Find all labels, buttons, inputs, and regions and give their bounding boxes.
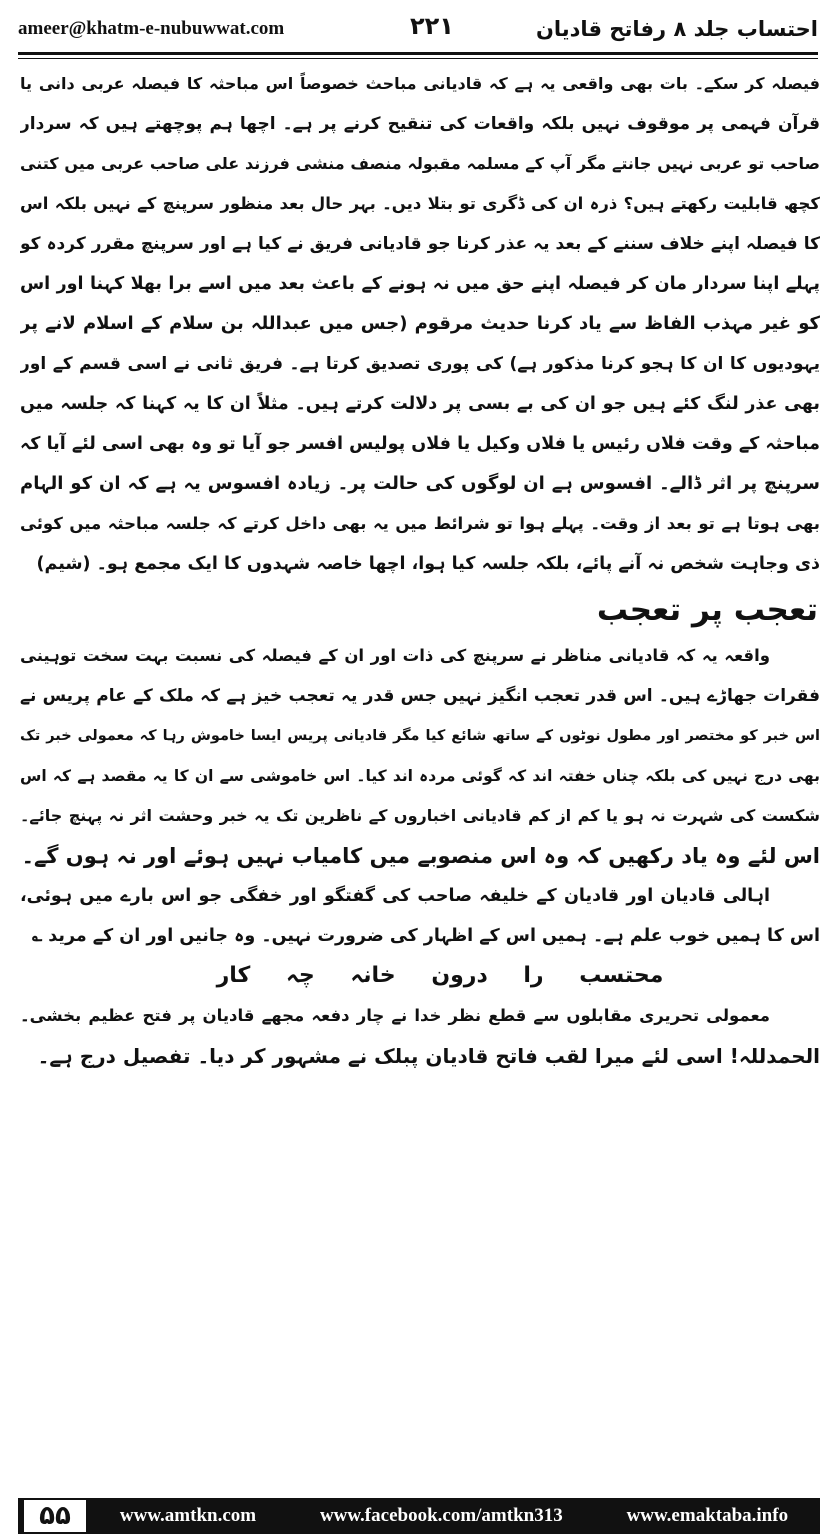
page-body bbox=[20, 64, 820, 1076]
text-line: صاحب تو عربی نہیں جانتے مگر آپ کے مسلمہ مقبولہ منصف منشی فرزند علی صاحب عربی میں کتنی bbox=[20, 154, 820, 173]
footer-number: ۵۵ bbox=[22, 1498, 88, 1534]
text-line: اہالی قادیان اور قادیان کے خلیفہ صاحب کی گفتگو اور خفگی جو اس بارے میں ہوئی، bbox=[20, 886, 770, 906]
section-heading: تعجب پر تعجب bbox=[596, 592, 818, 628]
header-rule bbox=[18, 52, 818, 55]
text-line: کو غیر مہذب الفاظ سے یاد کرنا حدیث مرقوم (جس میں عبداللہ بن سلام کے اسلام لانے پر bbox=[20, 313, 820, 334]
text-line: کچھ قابلیت رکھتے ہیں؟ ذرہ ان کی ڈگری تو بتلا دیں۔ بہر حال بعد منظور سرپنچ کے نہیں بلکہ اس bbox=[20, 194, 820, 213]
text-line: کا فیصلہ اپنے خلاف سننے کے بعد یہ عذر کرنا جو قادیانی فریق نے کیا ہے اور سرپنچ مقرر کردہ کو bbox=[20, 234, 820, 254]
footer-link-emaktaba[interactable]: www.emaktaba.info bbox=[626, 1505, 789, 1526]
footer-links bbox=[88, 1505, 820, 1527]
text-line: یہودیوں کا ان کا ہجو کرنا مذکور ہے) کی پوری تصدیق کرتا ہے۔ فریق ثانی نے اسی قسم کے اور bbox=[20, 354, 820, 374]
text-line: معمولی تحریری مقابلوں سے قطع نظر خدا نے چار دفعہ مجھے قادیان پر فتح عظیم بخشی۔ bbox=[20, 1006, 770, 1025]
text-line: الحمدللہ! اسی لئے میرا لقب فاتح قادیان پبلک نے مشہور کر دیا۔ تفصیل درج ہے۔ bbox=[37, 1044, 820, 1068]
text-line: شکست کی شہرت نہ ہو یا کم از کم قادیانی اخباروں کے ناظرین تک یہ خبر وحشت اثر نہ پہنچ جائے۔ bbox=[20, 806, 820, 825]
text-line: بھی ہوتا ہے تو بعد از وقت۔ پہلے ہوا تو شرائط میں یہ بھی داخل کرتے کہ جلسہ مباحثہ میں کوئی bbox=[20, 514, 820, 533]
verse-line: محتسب را درون خانہ چہ کار bbox=[216, 963, 664, 988]
text-line: اس کا ہمیں خوب علم ہے۔ ہمیں اس کے اظہار کی ضرورت نہیں۔ وہ جانیں اور ان کے مرید ؎ bbox=[31, 926, 820, 946]
text-line: سرپنچ پر اثر ڈالے۔ افسوس ہے ان لوگوں کی حالت پر۔ زیادہ افسوس یہ ہے کہ ان کو الہام bbox=[20, 473, 820, 494]
book-title: احتساب جلد ۸ رفاتح قادیان bbox=[535, 17, 818, 41]
text-line: اس لئے وہ یاد رکھیں کہ وہ اس منصوبے میں کامیاب نہیں ہوئے اور نہ ہوں گے۔ bbox=[21, 844, 820, 868]
page-footer bbox=[18, 1498, 820, 1534]
header-email[interactable]: ameer@khatm-e-nubuwwat.com bbox=[18, 18, 285, 39]
text-line: مباحثہ کے وقت فلاں رئیس یا فلاں وکیل یا فلاں پولیس افسر جو آیا تو وہ بھی اسی لئے آیا کہ bbox=[20, 434, 820, 454]
text-line: پہلے اپنا سردار مان کر فیصلہ اپنے حق میں نہ ہونے کے باعث بعد میں اسے برا بھلا کہنا اور اس bbox=[20, 274, 820, 294]
text-line: فقرات جھاڑے ہیں۔ اس قدر تعجب انگیز نہیں جس قدر یہ تعجب خیز ہے کہ ملک کے عام پریس نے bbox=[20, 686, 820, 706]
text-line: فیصلہ کر سکے۔ بات بھی واقعی یہ ہے کہ قادیانی مباحث خصوصاً اس مباحثہ کا فیصلہ عربی دانی یا bbox=[20, 74, 820, 93]
page-header bbox=[18, 10, 818, 48]
text-line: ذی وجاہت شخص نہ آنے پائے، بلکہ جلسہ کیا ہوا، اچھا خاصہ شہدوں کا ایک مجمع ہو۔ (شیم) bbox=[36, 554, 820, 574]
footer-link-facebook[interactable]: www.facebook.com/amtkn313 bbox=[319, 1505, 563, 1526]
text-line: اس خبر کو مختصر اور مطول نوٹوں کے ساتھ شائع کیا مگر قادیانی پریس ایسا خاموش رہا کہ معمولی خبر تک bbox=[20, 728, 820, 744]
text-line: قرآن فہمی پر موقوف نہیں بلکہ واقعات کی تنقیح کرنے پر ہے۔ اچھا ہم پوچھتے ہیں کہ سردار bbox=[20, 114, 820, 134]
header-rule-thin bbox=[18, 58, 818, 59]
footer-link-amtkn[interactable]: www.amtkn.com bbox=[119, 1505, 257, 1526]
text-line: بھی درج نہیں کی بلکہ چناں خفتہ اند کہ گوئی مردہ اند کیا۔ اس خاموشی سے ان کا یہ مقصد ہے کہ اس bbox=[20, 767, 820, 785]
page-number: ۲۲۱ bbox=[410, 12, 454, 40]
text-line: بھی عذر لنگ کئے ہیں جو ان کی بے بسی پر دلالت کرتے ہیں۔ مثلاً ان کا یہ کہنا کہ جلسہ میں bbox=[20, 394, 820, 414]
text-line: واقعہ یہ کہ قادیانی مناظر نے سرپنچ کی ذات اور ان کے فیصلہ کی نسبت بہت سخت توہینی bbox=[20, 646, 770, 665]
